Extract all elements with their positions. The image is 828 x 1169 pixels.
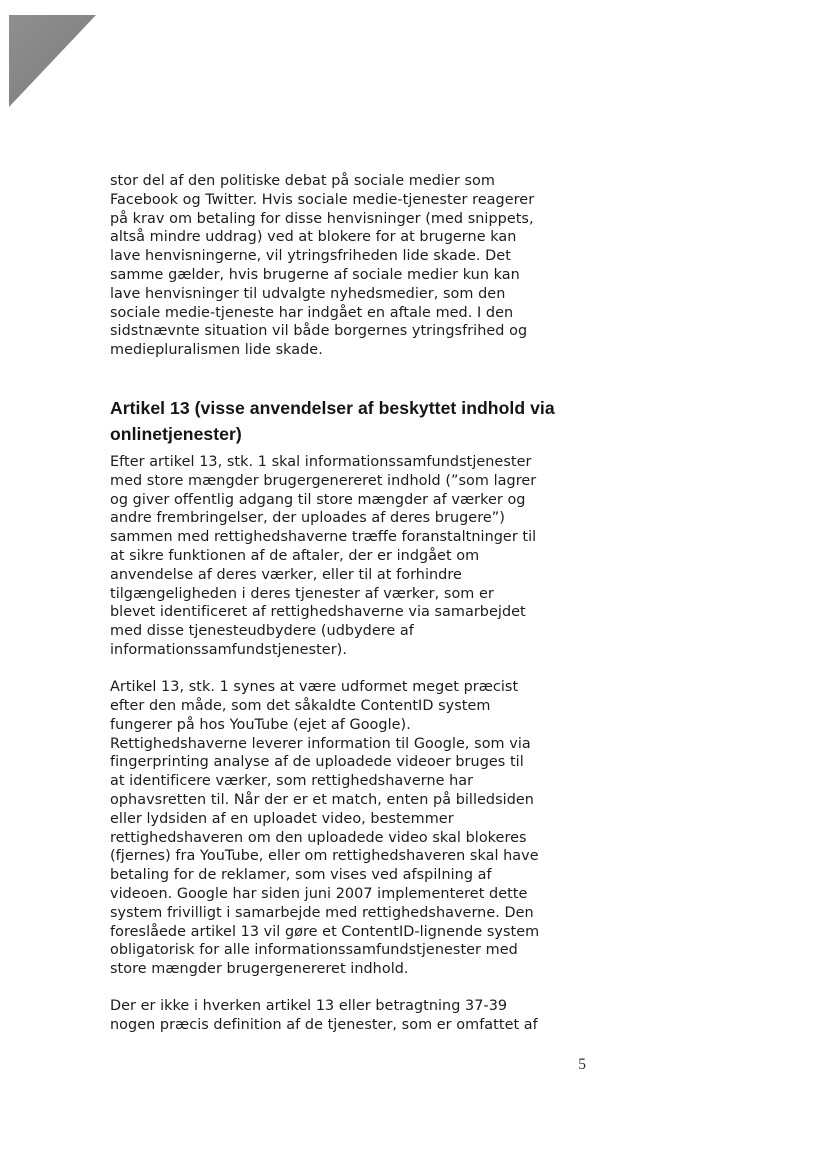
page-body — [110, 172, 590, 1035]
page-number: 5 — [578, 1056, 586, 1073]
article-13-paragraph-2: Artikel 13, stk. 1 synes at være udformet meget præcist efter den måde, som det såkaldte ContentID system fungerer på hos YouTube (ejet af Google). Rettighedshaverne leverer information til Google, som via fingerprinting analyse af de uploadede videoer bruges til at identificere værker, som rettighedshaverne har ophavsretten til. Når der er et match, enten på billedsiden eller lydsiden af en uploadet video, bestemmer rettighedshaveren om den uploadede video skal blokeres (fjernes) fra YouTube, eller om rettighedshaveren skal have betaling for de reklamer, som vises ved afspilning af videoen. Google har siden juni 2007 implementeret dette system frivilligt i samarbejde med rettighedshaverne. Den foreslåede artikel 13 vil gøre et ContentID-lignende system obligatorisk for alle informationssamfundstjenester med store mængder brugergenereret indhold. — [110, 679, 540, 978]
section-heading-article-13: Artikel 13 (visse anvendelser af beskyttet indhold via onlinetjenester) — [110, 397, 555, 444]
intro-paragraph: stor del af den politiske debat på sociale medier som Facebook og Twitter. Hvis sociale medie-tjenester reagerer på krav om betaling for disse henvisninger (med snippets, altså mindre uddrag) ved at blokere for at brugerne kan lave henvisningerne, vil ytringsfriheden lide skade. Det samme gælder, hvis brugerne af sociale medier kun kan lave henvisninger til udvalgte nyhedsmedier, som den sociale medie-tjeneste har indgået en aftale med. I den sidstnævnte situation vil både borgernes ytringsfrihed og mediepluralismen lide skade. — [110, 173, 535, 359]
article-13-paragraph-1: Efter artikel 13, stk. 1 skal informationssamfundstjenester med store mængder brugergenereret indhold (”som lagrer og giver offentlig adgang til store mængder af værker og andre frembringelser, der uploades af deres brugere”) sammen med rettighedshaverne træffe foranstaltninger til at sikre funktionen af de aftaler, der er indgået om anvendelse af deres værker, eller til at forhindre tilgængeligheden i deres tjenester af værker, som er blevet identificeret af rettighedshaverne via samarbejdet med disse tjenesteudbydere (udbydere af informationssamfundstjenester). — [110, 453, 537, 658]
article-13-paragraph-3: Der er ikke i hverken artikel 13 eller betragtning 37-39 nogen præcis definition af de tjenester, som er omfattet af — [110, 998, 538, 1034]
corner-triangle-icon — [9, 15, 96, 107]
